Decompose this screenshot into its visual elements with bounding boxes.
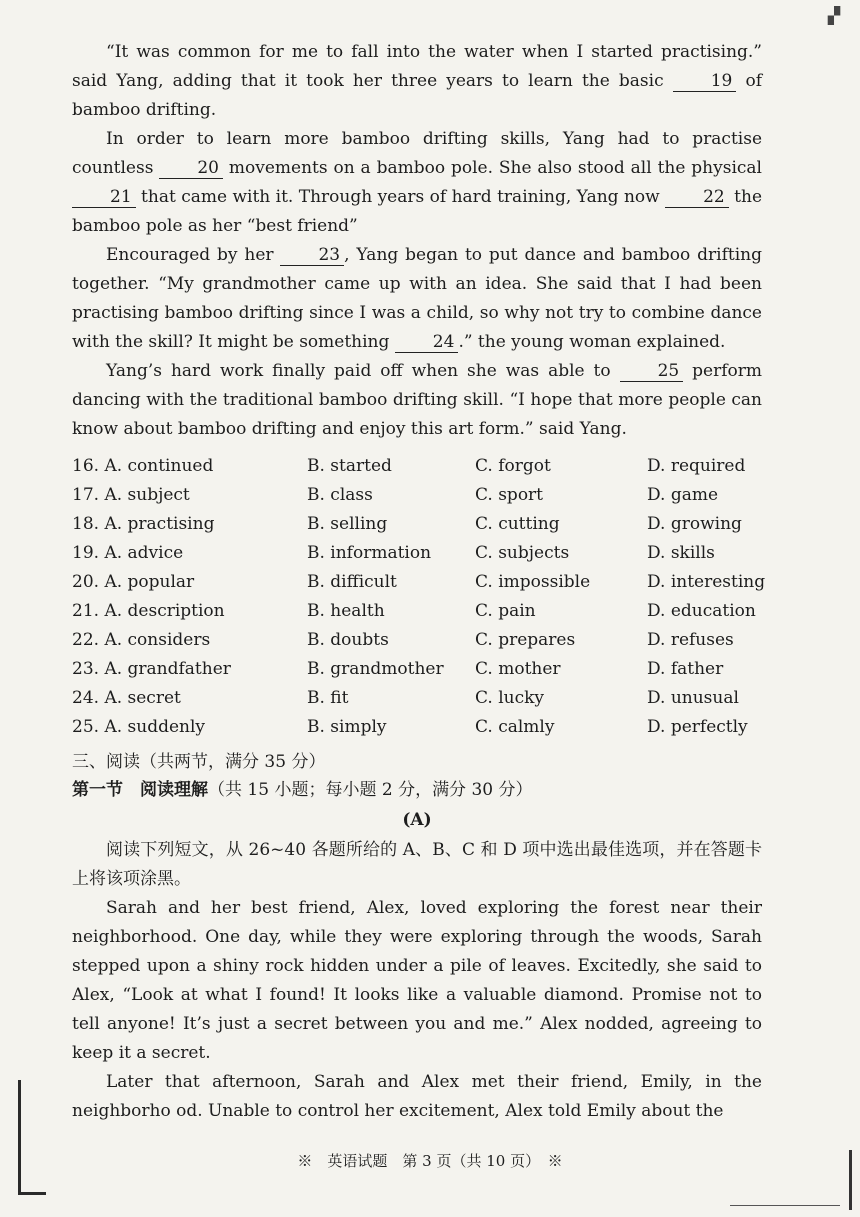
blank-24: 24 xyxy=(395,332,459,353)
option-b: B. doubts xyxy=(307,630,389,650)
option-b: B. health xyxy=(307,601,385,621)
option-d: D. interesting xyxy=(647,572,766,592)
blank-22: 22 xyxy=(665,187,729,208)
option-a: 21. A. description xyxy=(72,601,225,621)
reading-paragraph-1: Sarah and her best friend, Alex, loved exploring the forest near their neighborhood. One day, while they were exploring through the woods, Sarah stepped upon a shiny rock hidden under a pile of leaves. Excitedly, she said to Alex, “Look at what I found! It looks like a valuable diamond. Promise not to tell anyone! It’s just a secret between you and me.” Alex nodded, agreeing to keep it a secret. xyxy=(72,898,762,1063)
scan-mark-icon: ▞ xyxy=(827,6,840,25)
option-a: 17. A. subject xyxy=(72,485,190,505)
option-c: C. calmly xyxy=(475,717,555,737)
option-b: B. grandmother xyxy=(307,659,444,679)
blank-19: 19 xyxy=(673,71,737,92)
option-a: 25. A. suddenly xyxy=(72,717,206,737)
part-heading xyxy=(72,776,762,804)
reading-instruction: 阅读下列短文，从 26~40 各题所给的 A、B、C 和 D 项中选出最佳选项，并在答题卡上将该项涂黑。 xyxy=(72,840,762,889)
option-d: D. unusual xyxy=(647,688,739,708)
option-c: C. mother xyxy=(475,659,561,679)
option-a: 16. A. continued xyxy=(72,456,214,476)
option-c: C. impossible xyxy=(475,572,591,592)
option-d: D. skills xyxy=(647,543,715,563)
option-b: B. fit xyxy=(307,688,349,708)
option-a: 24. A. secret xyxy=(72,688,181,708)
option-row xyxy=(72,568,766,597)
option-a: 22. A. considers xyxy=(72,630,211,650)
passage-label: (A) xyxy=(402,810,432,830)
paragraph-2 xyxy=(72,125,762,241)
text-run: “It was common for me to fall into the water when I started practising.” said Yang, adding that it took her three years to learn the basic xyxy=(72,42,762,91)
paragraph-4 xyxy=(72,357,762,444)
option-row xyxy=(72,510,762,539)
option-b: B. class xyxy=(307,485,373,505)
text-run: the bamboo pole as her “best friend” xyxy=(72,187,763,236)
blank-25: 25 xyxy=(620,361,684,382)
section-heading: 三、阅读（共两节，满分 35 分） xyxy=(72,752,326,772)
option-c: C. prepares xyxy=(475,630,576,650)
option-row xyxy=(72,539,762,568)
blank-23: 23 xyxy=(280,245,344,266)
option-b: B. selling xyxy=(307,514,388,534)
option-b: B. started xyxy=(307,456,392,476)
option-b: B. difficult xyxy=(307,572,397,592)
text-run: In order to learn more bamboo drifting skills, Yang had to practise countless xyxy=(72,129,762,178)
option-c: C. lucky xyxy=(475,688,545,708)
option-a: 20. A. popular xyxy=(72,572,195,592)
text-run: movements on a bamboo pole. She also stood all the physical xyxy=(222,158,762,178)
option-a: 23. A. grandfather xyxy=(72,659,231,679)
part-scoring: （共 15 小题；每小题 2 分，满分 30 分） xyxy=(208,780,533,800)
text-run: that came with it. Through years of hard training, Yang now xyxy=(135,187,666,207)
text-run: .” the young woman explained. xyxy=(458,332,726,352)
option-d: D. perfectly xyxy=(647,717,748,737)
option-row xyxy=(72,626,762,655)
option-d: D. father xyxy=(647,659,724,679)
text-run: Encouraged by her xyxy=(106,245,281,265)
option-c: C. pain xyxy=(475,601,536,621)
page-footer: ※ 英语试题 第 3 页（共 10 页） ※ xyxy=(297,1152,563,1170)
option-c: C. subjects xyxy=(475,543,570,563)
binding-mark-icon xyxy=(14,1080,44,1200)
blank-21: 21 xyxy=(72,187,136,208)
option-c: C. forgot xyxy=(475,456,551,476)
text-run: Yang’s hard work finally paid off when she was able to xyxy=(106,361,620,381)
option-c: C. sport xyxy=(475,485,544,505)
option-d: D. required xyxy=(647,456,746,476)
answer-options xyxy=(72,452,766,742)
option-d: D. education xyxy=(647,601,756,621)
edge-mark xyxy=(849,1150,852,1210)
text-run: of bamboo drifting. xyxy=(72,71,762,120)
option-b: B. information xyxy=(307,543,432,563)
option-d: D. game xyxy=(647,485,719,505)
text-run: perform dancing with the traditional bamboo drifting skill. “I hope that more people can know about bamboo drifting and enjoy this art form.” said Yang. xyxy=(72,361,762,439)
option-row xyxy=(72,597,762,626)
option-d: D. growing xyxy=(647,514,742,534)
option-row xyxy=(72,684,762,713)
option-row xyxy=(72,452,762,481)
option-row xyxy=(72,481,762,510)
blank-20: 20 xyxy=(159,158,223,179)
text-run: , Yang began to put dance and bamboo drifting together. “My grandmother came up with an idea. She said that I had been practising bamboo drifting since I was a child, so why not try to combine dance with the skill? It might be something xyxy=(72,245,763,352)
option-row xyxy=(72,713,762,742)
paragraph-1 xyxy=(72,38,762,125)
option-a: 19. A. advice xyxy=(72,543,184,563)
part-label: 第一节 阅读理解 xyxy=(72,780,208,800)
option-c: C. cutting xyxy=(475,514,560,534)
option-d: D. refuses xyxy=(647,630,734,650)
option-a: 18. A. practising xyxy=(72,514,215,534)
bottom-rule xyxy=(730,1205,840,1206)
paragraph-3 xyxy=(72,241,762,357)
option-b: B. simply xyxy=(307,717,387,737)
exam-page xyxy=(72,38,766,1126)
option-row xyxy=(72,655,762,684)
reading-paragraph-2: Later that afternoon, Sarah and Alex met their friend, Emily, in the neighborho od. Unable to control her excitement, Alex told Emily about the xyxy=(72,1072,762,1121)
